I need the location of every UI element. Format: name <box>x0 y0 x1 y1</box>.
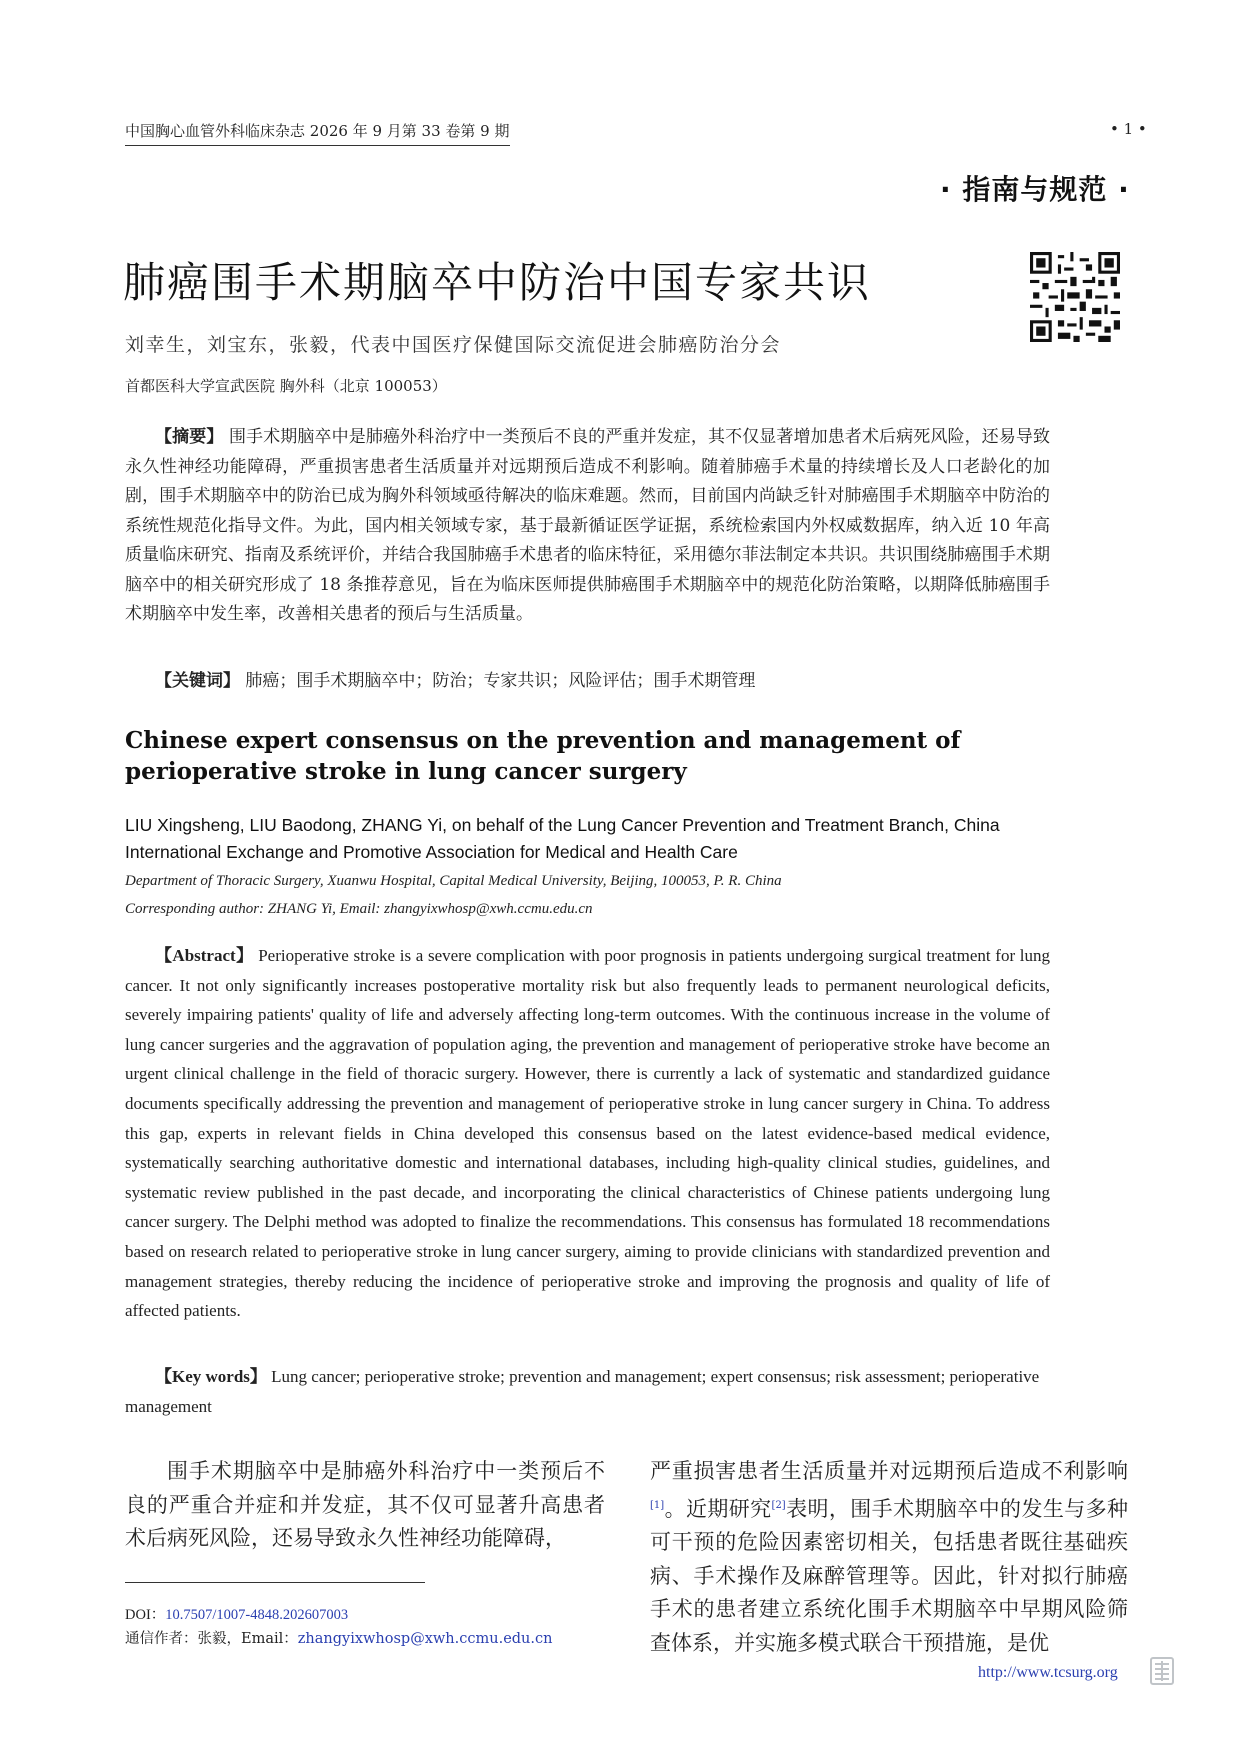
body-right-part-1: 严重损害患者生活质量并对远期预后造成不利影响 <box>650 1459 1128 1483</box>
keywords-en-label: 【Key words】 <box>155 1367 267 1386</box>
affiliation-cn: 首都医科大学宣武医院 胸外科（北京 100053） <box>125 377 447 395</box>
section-tag: · 指南与规范 · <box>940 173 1130 206</box>
keywords-cn <box>155 666 755 691</box>
doi-link[interactable]: 10.7507/1007-4848.202607003 <box>165 1607 349 1623</box>
citation-2[interactable]: [2] <box>771 1499 786 1511</box>
journal-header: 中国胸心血管外科临床杂志 2026 年 9 月第 33 卷第 9 期 <box>125 120 510 146</box>
doi-label: DOI： <box>125 1607 166 1623</box>
abstract-cn-label: 【摘要】 <box>155 427 224 447</box>
footer-url-link[interactable]: http://www.tcsurg.org <box>978 1664 1118 1681</box>
corresponding-author-cn <box>125 1627 552 1648</box>
abstract-cn-text: 围手术期脑卒中是肺癌外科治疗中一类预后不良的严重并发症，其不仅显著增加患者术后病死风险，还易导致永久性神经功能障碍，严重损害患者生活质量并对远期预后造成不利影响。随着肺癌手术量的持续增长及人口老龄化的加剧，围手术期脑卒中的防治已成为胸外科领域亟待解决的临床难题。然而，目前国内尚缺乏针对肺癌围手术期脑卒中防治的系统性规范化指导文件。为此，国内相关领域专家，基于最新循证医学证据，系统检索国内外权威数据库，纳入近 10 年高质量临床研究、指南及系统评价，并结合我国肺癌手术患者的临床特征，采用德尔菲法制定本共识。共识围绕肺癌围手术期脑卒中的相关研究形成了 18 条推荐意见，旨在为临床医师提供肺癌围手术期脑卒中的规范化防治策略，以期降低肺癌围手术期脑卒中发生率，改善相关患者的预后与生活质量。 <box>125 427 1051 624</box>
journal-logo-icon <box>1148 1655 1176 1687</box>
corresponding-author-en: Corresponding author: ZHANG Yi, Email: zhangyixwhosp@xwh.ccmu.edu.cn <box>125 901 593 917</box>
citation-1[interactable]: [1] <box>650 1499 665 1511</box>
paper-title-cn: 肺癌围手术期脑卒中防治中国专家共识 <box>123 258 872 307</box>
corr-cn-label: 通信作者：张毅，Email： <box>125 1631 298 1647</box>
footnote-divider <box>125 1582 425 1583</box>
authors-en: LIU Xingsheng, LIU Baodong, ZHANG Yi, on behalf of the Lung Cancer Prevention and Treatment Branch, China International Exchange and Promotive Association for Medical and Health Care <box>125 815 1000 862</box>
body-right-part-3: 表明，围手术期脑卒中的发生与多种可干预的危险因素密切相关，包括患者既往基础疾病、手术操作及麻醉管理等。因此，针对拟行肺癌手术的患者建立系统化围手术期脑卒中早期风险筛查体系，并实施多模式联合干预措施，是优 <box>650 1496 1129 1655</box>
authors-cn: 刘幸生，刘宝东，张毅，代表中国医疗保健国际交流促进会肺癌防治分会 <box>125 334 782 356</box>
keywords-en-text: Lung cancer; perioperative stroke; prevention and management; expert consensus; risk assessment; perioperative management <box>125 1367 1040 1416</box>
doi-line <box>125 1603 348 1624</box>
keywords-en <box>125 1362 1050 1421</box>
abstract-cn <box>125 423 1050 630</box>
corr-email-link[interactable]: zhangyixwhosp@xwh.ccmu.edu.cn <box>297 1631 553 1647</box>
body-right-part-2: 。近期研究 <box>664 1496 772 1521</box>
keywords-cn-label: 【关键词】 <box>155 671 240 691</box>
body-column-left: 围手术期脑卒中是肺癌外科治疗中一类预后不良的严重合并症和并发症，其不仅可显著升高患者术后病死风险，还易导致永久性神经功能障碍， <box>125 1459 605 1550</box>
abstract-en-label: 【Abstract】 <box>155 946 254 965</box>
qr-code-icon <box>1030 252 1120 342</box>
paper-title-en: Chinese expert consensus on the prevention and management of perioperative stroke in lung cancer surgery <box>125 727 961 785</box>
abstract-en-text: Perioperative stroke is a severe complication with poor prognosis in patients undergoing surgical treatment for lung cancer. It not only significantly increases postoperative mortality risk but also frequently leads to permanent neurological deficits, severely impairing patients' quality of life and adversely affecting long-term outcomes. With the continuous increase in the volume of lung cancer surgeries and the aggravation of population aging, the prevention and management of perioperative stroke have become an urgent clinical challenge in the field of thoracic surgery. However, there is currently a lack of systematic and standardized guidance documents specifically addressing the prevention and management of perioperative stroke in lung cancer surgery in China. To address this gap, experts in relevant fields in China developed this consensus based on the latest evidence-based medical evidence, systematically searching authoritative domestic and international databases, including high-quality clinical studies, guidelines, and systematic review published in the past decade, and incorporating the clinical characteristics of Chinese patients undergoing lung cancer surgery. The Delphi method was adopted to finalize the recommendations. This consensus has formulated 18 recommendations based on research related to perioperative stroke in lung cancer surgery, aiming to provide clinicians with standardized prevention and management strategies, thereby reducing the incidence of perioperative stroke and improving the prognosis and quality of life of affected patients. <box>125 946 1051 1321</box>
body-column-right <box>650 1455 1128 1660</box>
affiliation-en: Department of Thoracic Surgery, Xuanwu Hospital, Capital Medical University, Beijing, 100053, P. R. China <box>125 873 782 889</box>
page-number: • 1 • <box>1110 120 1147 138</box>
abstract-en <box>125 941 1050 1326</box>
keywords-cn-text: 肺癌；围手术期脑卒中；防治；专家共识；风险评估；围手术期管理 <box>245 671 756 691</box>
